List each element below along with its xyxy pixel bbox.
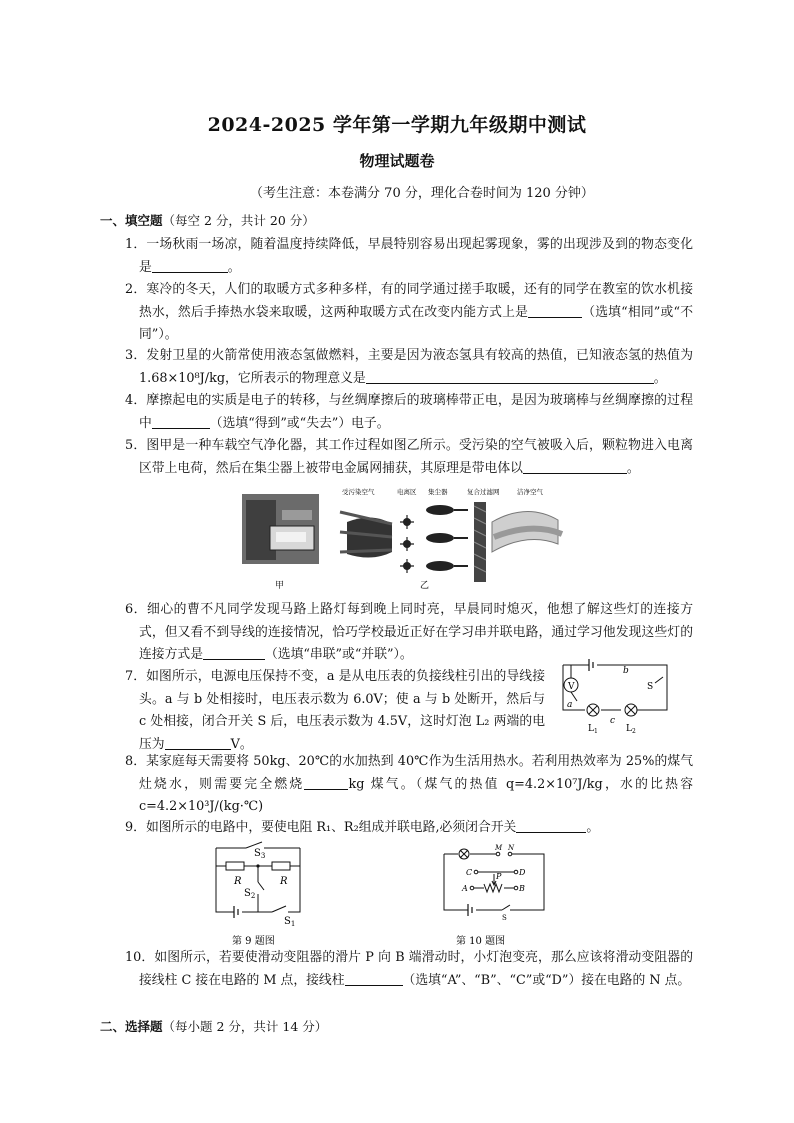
switch-s-label: S <box>647 682 654 692</box>
figure-5-label-jia: 甲 <box>275 581 285 591</box>
lamp-l2-label: $L_2$ <box>626 724 636 735</box>
question-8 <box>125 751 693 819</box>
voltmeter-label: V <box>568 682 575 692</box>
question-9-tail: 。 <box>586 820 600 835</box>
node-b-label: b <box>623 666 629 676</box>
figure-10-circuit <box>440 842 560 950</box>
question-5 <box>125 435 693 480</box>
exam-title: 2024-2025 学年第一学期九年级期中测试 <box>207 114 587 136</box>
switch-s3-label: $S_3$ <box>254 848 266 860</box>
question-8-text: 8．某家庭每天需要将 50kg、20℃的水加热到 40℃作为生活用热水。若利用热效率为 25%的煤气灶烧水，则需要完全燃烧 <box>125 754 693 792</box>
question-4-tail: （选填“得到”或“失去”）电子。 <box>209 415 390 431</box>
lamp-l1-label: $L_1$ <box>588 724 598 735</box>
question-2-tail: （选填“相同”或“不同”）。 <box>139 304 693 343</box>
question-3-tail: 。 <box>653 370 667 386</box>
answer-blank[interactable] <box>523 459 627 474</box>
exam-note: （考生注意：本卷满分 70 分，理化合卷时间为 120 分钟） <box>250 186 594 201</box>
terminal-b-label: B <box>519 884 525 893</box>
section-2-note: （每小题 2 分，共计 14 分） <box>162 1019 328 1034</box>
answer-blank[interactable] <box>152 258 228 273</box>
question-1 <box>125 234 693 279</box>
section-1-title: 一、填空题 <box>100 213 163 228</box>
figure-9-circuit <box>210 840 320 950</box>
question-9 <box>125 817 693 840</box>
switch-s2-label: $S_2$ <box>244 888 256 900</box>
question-10-tail: （选填“A”、“B”、“C”或“D”）接在电路的 N 点。 <box>402 972 691 988</box>
figure-9-caption: 第 9 题图 <box>232 936 275 947</box>
question-3 <box>125 345 693 390</box>
section-1-heading <box>100 211 315 229</box>
terminal-a-label: A <box>462 884 468 893</box>
switch-s1-label: $S_1$ <box>284 916 296 928</box>
question-4-text: 4．摩擦起电的实质是电子的转移，与丝绸摩擦后的玻璃棒带正电，是因为玻璃棒与丝绸摩擦的过程中 <box>125 393 693 431</box>
figure-10-caption: 第 10 题图 <box>456 936 506 947</box>
question-9-text: 9．如图所示的电路中，要使电阻 R₁、R₂组成并联电路,必须闭合开关 <box>125 820 517 835</box>
exam-subtitle: 物理试题卷 <box>359 152 435 170</box>
question-3-text: 3．发射卫星的火箭常使用液态氢做燃料，主要是因为液态氢具有较高的热值，已知液态氢的热值为 1.68×10⁸J/kg，它所表示的物理意义是 <box>125 348 693 386</box>
switch-s-label: S <box>502 914 507 922</box>
terminal-c-label: C <box>466 868 473 877</box>
purifier-process-diagram <box>340 502 562 582</box>
question-6-tail: （选填“串联”或“并联”）。 <box>264 647 413 663</box>
question-7-tail: V。 <box>230 736 253 752</box>
answer-blank[interactable] <box>203 645 265 660</box>
label-dust-collector: 集尘器 <box>428 488 448 496</box>
question-2 <box>125 279 693 347</box>
question-1-tail: 。 <box>227 259 241 275</box>
section-2-heading <box>100 1017 327 1035</box>
question-10 <box>125 947 693 992</box>
question-10-text: 10．如图所示，若要使滑动变阻器的滑片 P 向 B 端滑动时，小灯泡变亮，那么应该将滑动变阻器的接线柱 C 接在电路的 M 点，接线柱 <box>125 950 693 988</box>
question-7-text: 7．如图所示，电源电压保持不变，a 是从电压表的负接线柱引出的导线接头。a 与 b 处相接时，电压表示数为 6.0V；使 a 与 b 处断开，然后与 c 处相接，闭合开关 S 后，电压表示数为 4.5V，这时灯泡 L₂ 两端的电压为 <box>125 669 545 752</box>
question-6-text: 6．细心的曹不凡同学发现马路上路灯每到晚上同时亮，早晨同时熄灭，他想了解这些灯的连接方式，但又看不到导线的连接情况，恰巧学校最近正好在学习串并联电路，通过学习他发现这些灯的连接方式是 <box>125 602 693 663</box>
node-n-label: N <box>508 844 515 852</box>
label-clean-air: 洁净空气 <box>517 488 543 496</box>
answer-blank[interactable] <box>516 818 586 833</box>
answer-blank[interactable] <box>165 735 231 750</box>
figure-5 <box>242 482 564 594</box>
resistor-r2-label: R <box>280 876 288 887</box>
section-1-note: （每空 2 分，共计 20 分） <box>162 213 315 228</box>
question-4 <box>125 390 693 435</box>
question-2-text: 2．寒冷的冬天，人们的取暖方式多种多样，有的同学通过搓手取暖，还有的同学在教室的饮水机接热水，然后手捧热水袋来取暖，这两种取暖方式在改变内能方式上是 <box>125 282 693 320</box>
node-a-label: a <box>567 700 573 710</box>
label-composite-filter: 复合过滤网 <box>467 488 500 496</box>
answer-blank[interactable] <box>152 414 210 429</box>
section-2-title: 二、选择题 <box>100 1019 163 1034</box>
node-m-label: M <box>495 844 503 852</box>
slider-p-label: P <box>496 872 502 881</box>
answer-blank[interactable] <box>528 303 582 318</box>
answer-blank[interactable] <box>345 971 403 986</box>
question-8-tail: kg 煤气。（煤气的热值 q=4.2×10⁷J/kg，水的比热容 c=4.2×10³J/(kg·℃) <box>139 776 693 815</box>
node-c-label: c <box>610 716 616 726</box>
question-1-text: 1．一场秋雨一场凉，随着温度持续降低，早晨特别容易出现起雾现象，雾的出现涉及到的物态变化是 <box>125 237 693 275</box>
figure-5-label-yi: 乙 <box>420 581 430 591</box>
resistor-r1-label: R <box>234 876 242 887</box>
answer-blank[interactable] <box>366 369 654 384</box>
question-5-tail: 。 <box>626 460 640 476</box>
figure-7-circuit <box>555 655 675 735</box>
terminal-d-label: D <box>519 868 526 877</box>
label-ionization-zone: 电离区 <box>397 488 417 496</box>
answer-blank[interactable] <box>304 775 348 790</box>
question-7 <box>125 666 545 756</box>
question-5-text: 5．图甲是一种车载空气净化器，其工作过程如图乙所示。受污染的空气被吸入后，颗粒物进入电离区带上电荷，然后在集尘器上被带电金属网捕获，其原理是带电体以 <box>125 438 693 476</box>
label-polluted-air: 受污染空气 <box>342 488 375 496</box>
